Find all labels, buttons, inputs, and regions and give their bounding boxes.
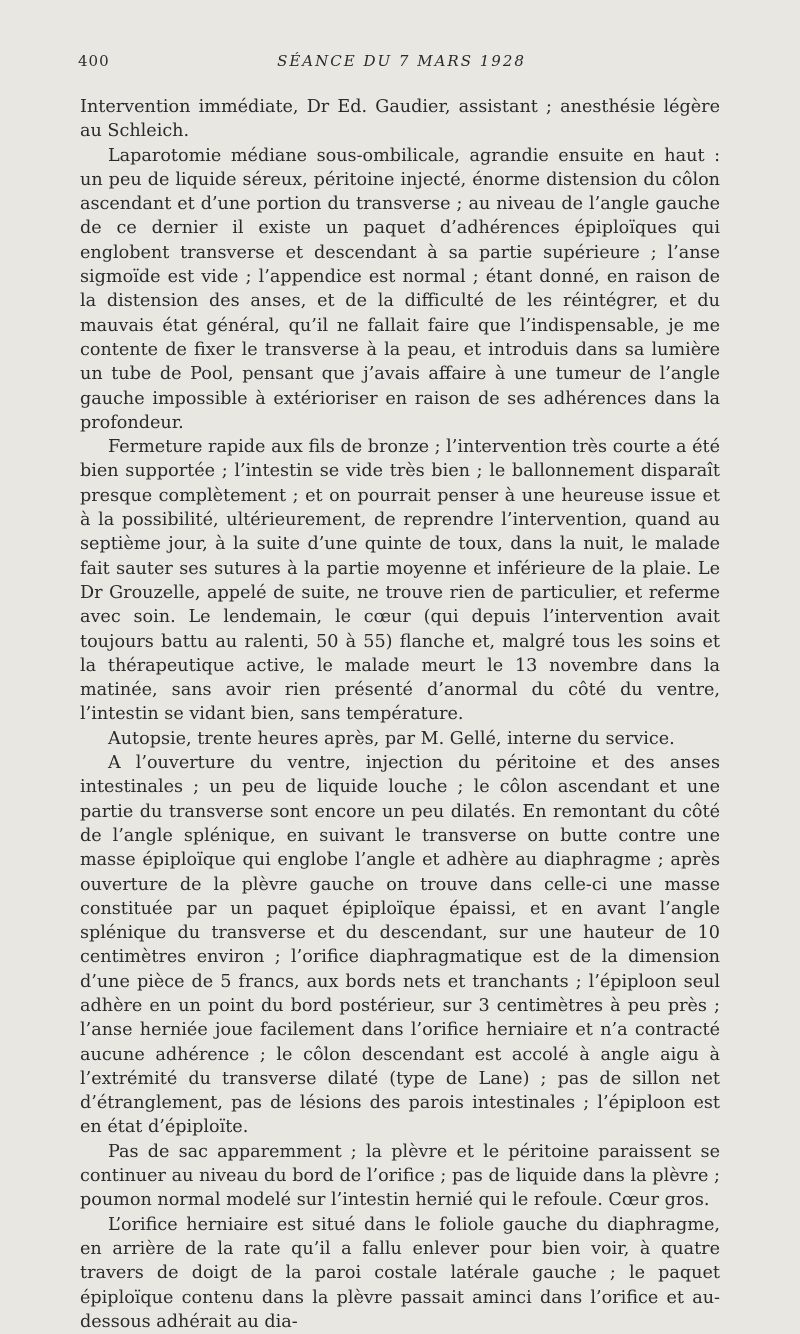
page-header [78, 52, 725, 76]
paragraph-orifice: L’orifice herniaire est situé dans le foliole gauche du diaphragme, en arrière de la rate qu’il a fallu enlever pour bien voir, à quatre travers de doigt de la paroi costale latérale gauche ; le paquet épiploïque contenu dans la plèvre passait aminci dans l’orifice et au-dessous adhérait au dia- [80, 1214, 720, 1332]
paragraph-sac: Pas de sac apparemment ; la plèvre et le péritoine paraissent se continuer au niveau du bord de l’orifice ; pas de liquide dans la plèvre ; poumon normal modelé sur l’intestin hernié qui le refoule. Cœur gros. [80, 1141, 720, 1211]
page-number: 400 [78, 52, 110, 70]
body-text [80, 95, 720, 1334]
paragraph-laparotomie: Laparotomie médiane sous-ombilicale, agrandie ensuite en haut : un peu de liquide séreux, péritoine injecté, énorme distension du côlon ascendant et d’une portion du transverse ; au niveau de l’angle gauche de ce dernier il existe un paquet d’adhérences épiploïques qui englobent transverse et descendant à sa partie supérieure ; l’anse sigmoïde est vide ; l’appendice est normal ; étant donné, en raison de la distension des anses, et de la difficulté de les réintégrer, et du mauvais état général, qu’il ne fallait faire que l’indispensable, je me contente de fixer le transverse à la peau, et introduis dans sa lumière un tube de Pool, pensant que j’avais affaire à une tumeur de l’angle gauche impossible à extérioriser en raison de ses adhérences dans la profondeur. [80, 145, 720, 433]
running-title: SÉANCE DU 7 MARS 1928 [277, 52, 526, 70]
paragraph-fermeture: Fermeture rapide aux fils de bronze ; l’intervention très courte a été bien supportée ; l’intestin se vide très bien ; le ballonnement disparaît presque complètement ; et on pourrait penser à une heureuse issue et à la possibilité, ultérieurement, de reprendre l’intervention, quand au septième jour, à la suite d’une quinte de toux, dans la nuit, le malade fait sauter ses sutures à la partie moyenne et inférieure de la plaie. Le Dr Grouzelle, appelé de suite, ne trouve rien de particulier, et referme avec soin. Le lendemain, le cœur (qui depuis l’intervention avait toujours battu au ralenti, 50 à 55) flanche et, malgré tous les soins et la thérapeutique active, le malade meurt le 13 novembre dans la matinée, sans avoir rien présenté d’anormal du côté du ventre, l’intestin se vidant bien, sans température. [80, 437, 720, 725]
paragraph-ouverture: A l’ouverture du ventre, injection du péritoine et des anses intestinales ; un peu de liquide louche ; le côlon ascendant et une partie du transverse sont encore un peu dilatés. En remontant du côté de l’angle splénique, en suivant le transverse on butte contre une masse épiploïque qui englobe l’angle et adhère au diaphragme ; après ouverture de la plèvre gauche on trouve dans celle-ci une masse constituée par un paquet épiploïque épaissi, et en avant l’angle splénique du transverse et du descendant, sur une hauteur de 10 centimètres environ ; l’orifice diaphragmatique est de la dimension d’une pièce de 5 francs, aux bords nets et tranchants ; l’épiploon seul adhère en un point du bord postérieur, sur 3 centimètres à peu près ; l’anse herniée joue facilement dans l’orifice herniaire et n’a contracté aucune adhérence ; le côlon descendant est accolé à angle aigu à l’extrémité du transverse dilaté (type de Lane) ; pas de sillon net d’étranglement, pas de lésions des parois intestinales ; l’épiploon est en état d’épiploïte. [80, 753, 720, 1138]
paragraph-intervention: Intervention immédiate, Dr Ed. Gaudier, assistant ; anesthésie légère au Schleich. [80, 97, 720, 142]
paragraph-autopsie: Autopsie, trente heures après, par M. Gellé, interne du service. [108, 728, 675, 749]
